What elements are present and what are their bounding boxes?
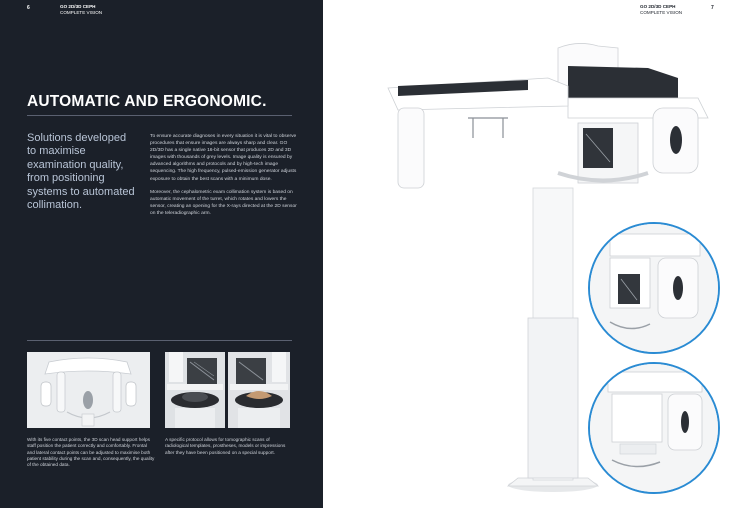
page-number-left: 6 xyxy=(27,5,30,11)
right-page xyxy=(323,0,740,508)
detail-circle-bottom xyxy=(588,362,720,494)
caption-head-support: With its five contact points, the 3D scan head support helps staff position the patient correctly and comfortably. Frontal and lateral contact points can be adjusted to maximise both patient stability during the scan and, consequently, the quality of the obtained data. xyxy=(27,437,155,468)
header-product-right: GO 2D/3D CEPH xyxy=(640,4,676,9)
header-sub-left: COMPLETE VISION xyxy=(60,9,103,15)
header-product-left: GO 2D/3D CEPH xyxy=(60,4,96,9)
template-support-photo-2 xyxy=(228,352,290,428)
caption-template-support: A specific protocol allows for tomographic scans of radiological templates, prostheses, models or impressions after they have been positioned on a special support. xyxy=(165,437,286,455)
running-header-right xyxy=(640,4,682,15)
page-number-right: 7 xyxy=(711,5,714,11)
page-title: AUTOMATIC AND ERGONOMIC. xyxy=(27,93,267,110)
body-paragraph-1: To ensure accurate diagnoses in every situation it is vital to observe procedures that ensure images are always sharp and clear. GO 2D/3D has a single native 16-bit sensor that produces 2D and 3D images with thousands of grey levels. Image quality is ensured by advanced algorithms and protocols and by high-tech image sequencing. The high frequency, pulsed-emission generator adjusts exposure to obtain the best scans with a minimum dose. xyxy=(150,134,297,182)
lead-paragraph: Solutions developed to maximise examination quality, from positioning systems to automated collimation. xyxy=(27,132,135,212)
section-divider xyxy=(27,340,292,341)
left-page xyxy=(0,0,323,508)
detail-circle-top xyxy=(588,222,720,354)
template-support-photo-1 xyxy=(165,352,225,428)
header-sub-right: COMPLETE VISION xyxy=(640,9,683,15)
head-support-photo xyxy=(27,352,150,428)
title-divider xyxy=(27,115,292,116)
body-paragraph-2: Moreover, the cephalometric exam collimation system is based on automatic movement of the turret, which rotates and lowers the sensor, creating an opening for the X-rays directed at the 2D sensor on the teleradiographic arm. xyxy=(150,189,297,216)
running-header-left xyxy=(60,4,102,15)
body-text xyxy=(150,133,298,223)
